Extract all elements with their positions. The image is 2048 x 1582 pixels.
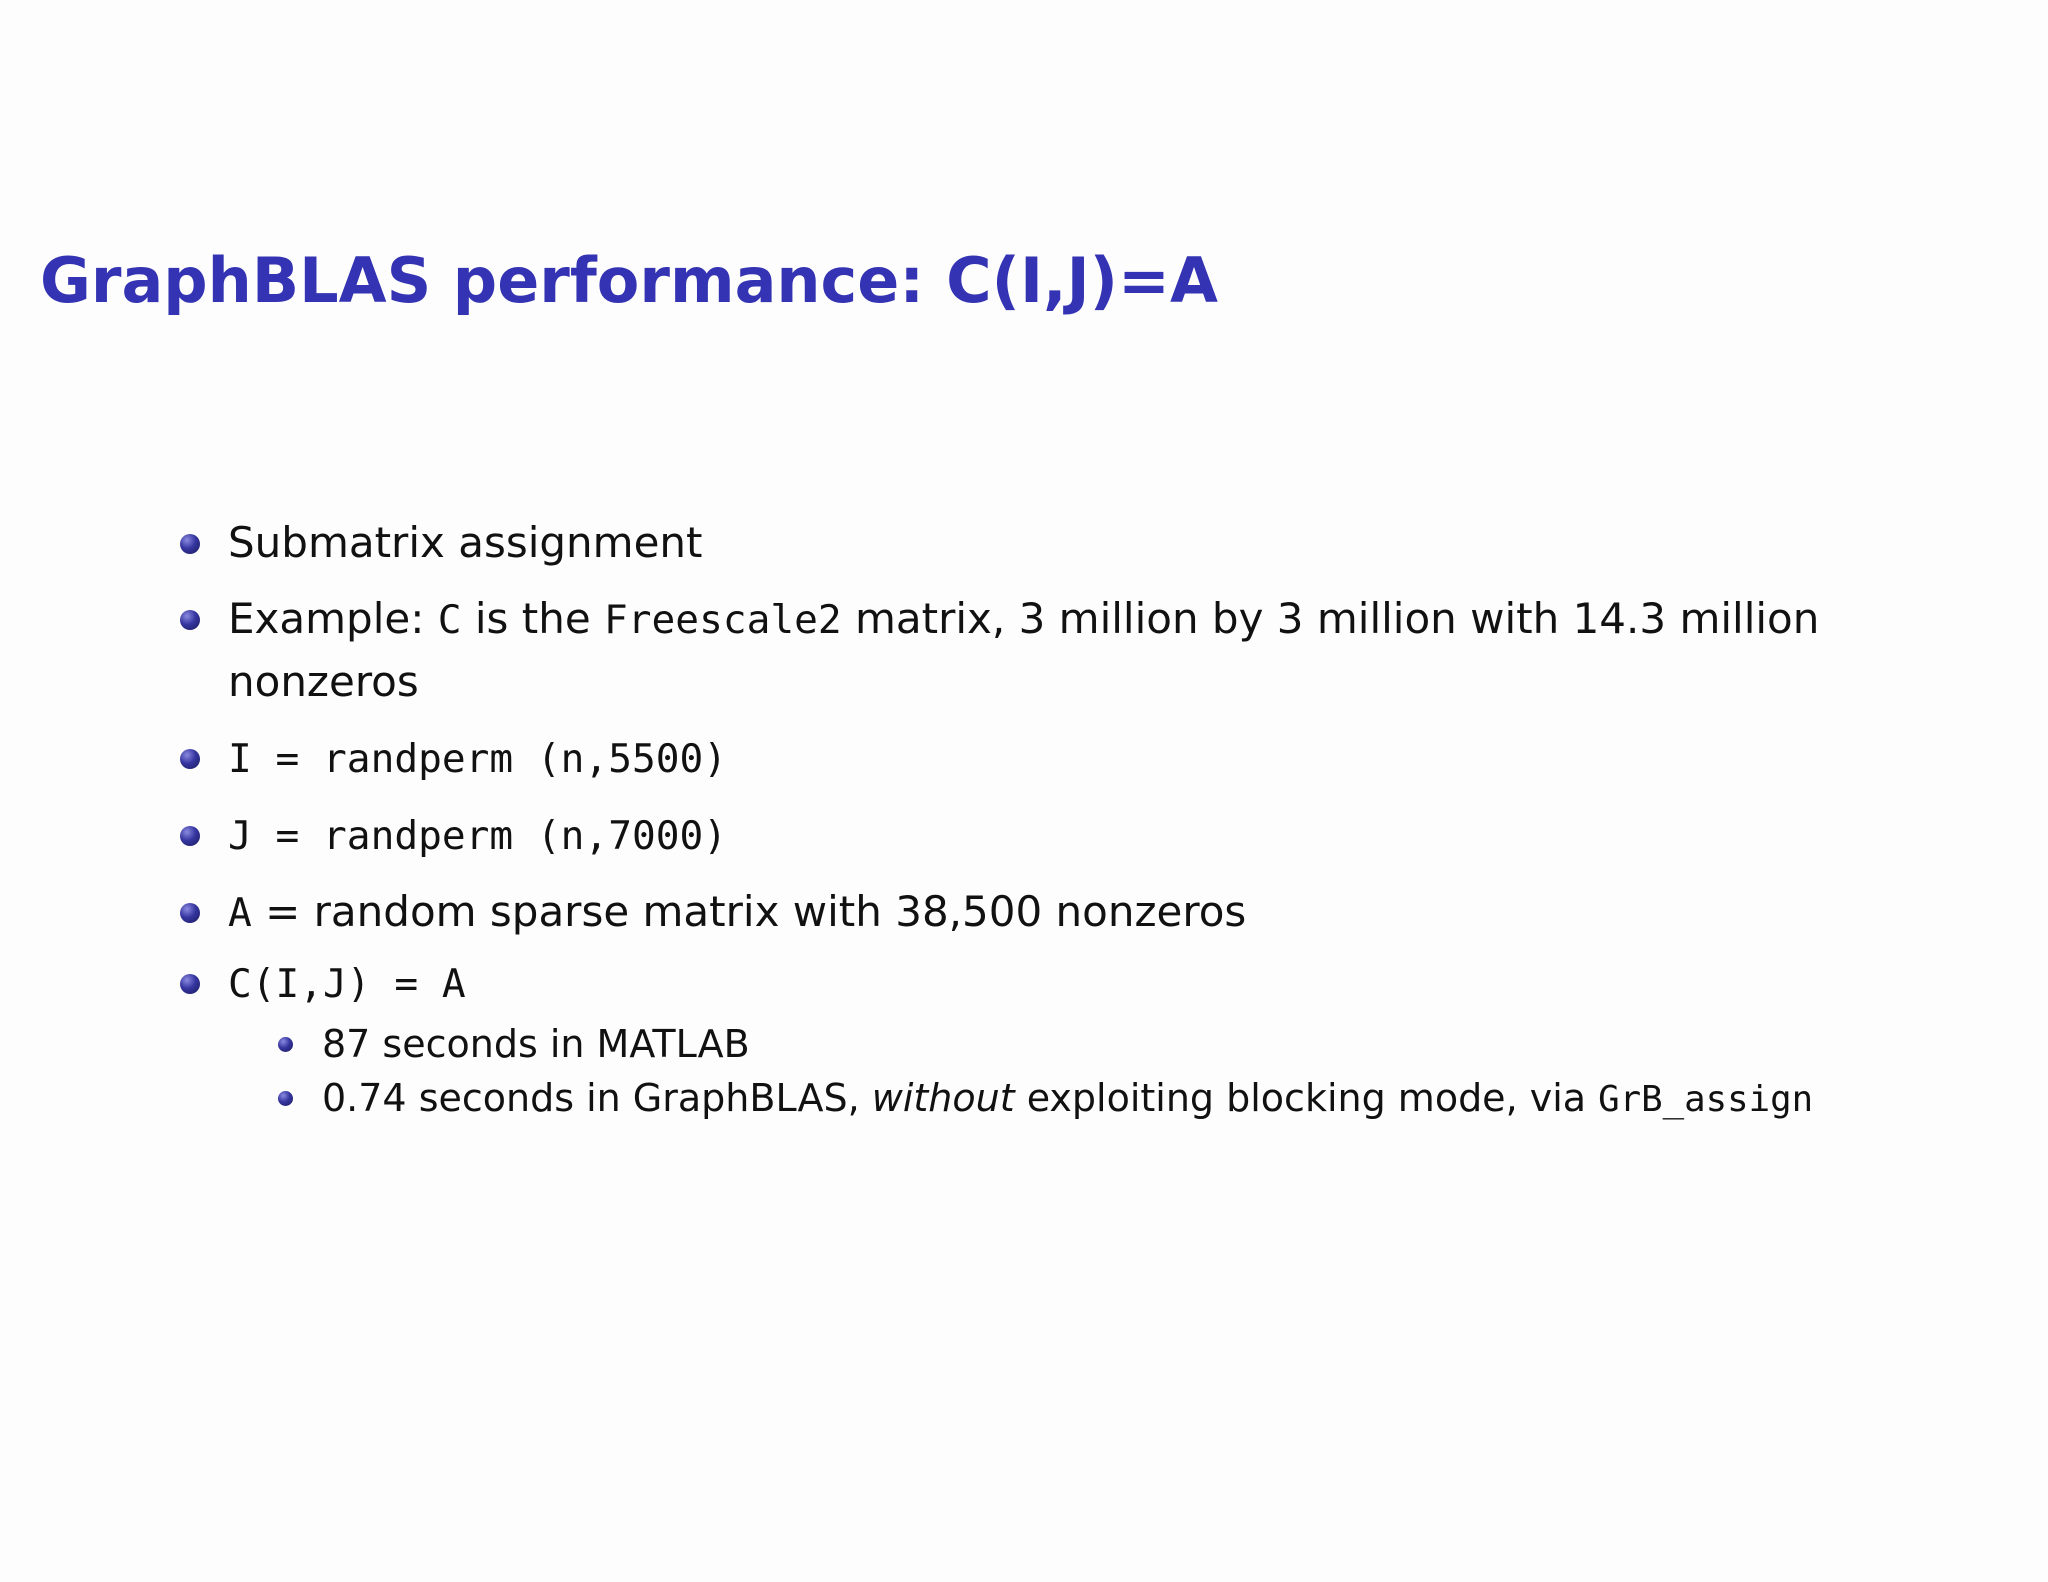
bullet-text: = random sparse matrix with 38,500 nonzeros [251,887,1247,936]
code-grb-assign: GrB_assign [1598,1079,1814,1120]
code-a: A [228,890,252,936]
code-i-randperm: I = randperm (n,5500) [228,736,728,782]
bullet-list [180,512,1880,1127]
title-formula: C(I,J)=A [946,244,1218,317]
bullet-icon [180,749,200,769]
title-main: GraphBLAS performance: [40,244,925,317]
bullet-icon [180,610,200,630]
bullet-icon [180,826,200,846]
sub-bullet-graphblas [278,1071,1880,1127]
bullet-icon [180,903,200,923]
code-freescale2: Freescale2 [604,597,842,643]
bullet-c-assign [180,952,1880,1127]
bullet-text-mid: is the [461,594,605,643]
sub-bullet-icon [278,1037,293,1052]
sub-bullet-matlab [278,1017,1880,1071]
bullet-icon [180,974,200,994]
sub-bullet-text: 87 seconds in MATLAB [322,1022,750,1066]
sub-bullet-text-prefix: 0.74 seconds in GraphBLAS, [322,1076,872,1120]
code-j-randperm: J = randperm (n,7000) [228,813,728,859]
code-c: C [437,597,462,643]
sub-bullet-icon [278,1091,293,1106]
slide-title [40,244,1218,318]
sub-bullet-emphasis: without [871,1076,1015,1120]
bullet-text: Submatrix assignment [228,518,703,567]
bullet-a-random [180,881,1880,944]
sub-bullet-text-mid: exploiting blocking mode, via [1014,1076,1599,1120]
bullet-i-randperm [180,727,1880,790]
bullet-example [180,588,1880,713]
bullet-text-prefix: Example: [228,594,438,643]
code-c-assign: C(I,J) = A [228,961,466,1007]
sub-bullet-list [228,1017,1880,1127]
bullet-text-suffix: matrix, 3 million by 3 million with 14.3 million nonzeros [228,594,1820,706]
bullet-icon [180,534,200,554]
bullet-submatrix-assignment [180,512,1880,574]
bullet-j-randperm [180,804,1880,867]
